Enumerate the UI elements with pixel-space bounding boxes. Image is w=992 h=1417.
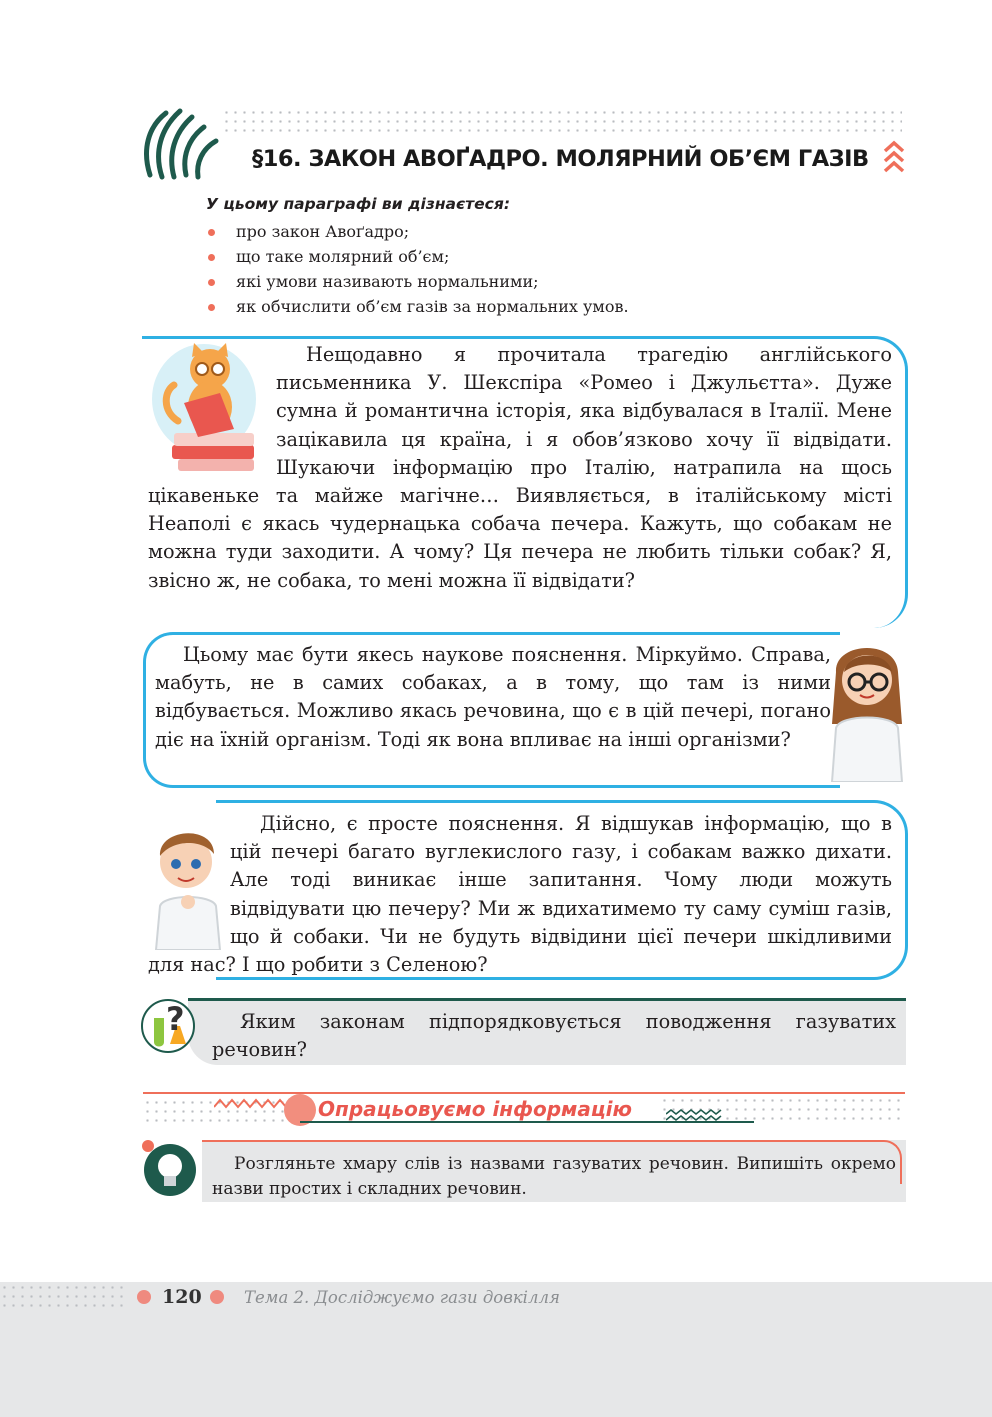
task-text: Розгляньте хмару слів із назвами газуватих речовин. Випишіть окремо назви простих і складних речовин.: [212, 1154, 896, 1199]
section-line: [143, 1092, 905, 1094]
intro-heading: У цьому параграфі ви дізнаєтеся:: [206, 195, 511, 213]
footer-dot-pattern: [0, 1283, 124, 1313]
chevrons-up-icon: [882, 140, 906, 176]
list-item: як обчислити об’єм газів за нормальних умов.: [206, 294, 629, 319]
question-text: Яким законам підпорядковується поводження газуватих речовин?: [212, 1010, 896, 1062]
bubble-cat-text-block: Нещодавно я прочитала трагедію англійського письменника У. Шекспіра «Ромео і Джульєтта». Дуже сумна й романтична історія, яка відбувалася в Італії. Мене зацікавила ця країна, і я обов’язково хочу її відвідати. Шукаючи інформацію про Італію, натрапила на щось цікавеньке та майже магічне… Виявляється, в італійському місті Неаполі є якась чудернацька собача печера. Кажуть, що собакам не можна туди заходити. А чому? Ця печера не любить тільки собак? Я, звісно ж, не собака, то мені можна її відвідати?: [148, 343, 892, 592]
footer-topic: Тема 2. Досліджуємо гази довкілля: [244, 1288, 560, 1307]
svg-text:?: ?: [166, 1000, 185, 1038]
page-number: 120: [162, 1286, 202, 1308]
girl-scientist-icon: [826, 632, 908, 782]
page-title: §16. ЗАКОН АВОҐАДРО. МОЛЯРНИЙ ОБ’ЄМ ГАЗІВ: [252, 146, 869, 172]
bubble-boy-text-block: Дійсно, є просте пояснення. Я відшукав інформацію, що в цій печері багато вуглекислого газу, і собакам важко дихати. Але тоді виникає інше запитання. Чому люди можуть відвідувати цю печеру? Ми ж вдихатимемо ту саму суміш газів, що й собаки. Чи не будуть відвідини цієї печери шкідливими для нас? І що робити з Селеною?: [148, 812, 892, 977]
boy-scientist-icon: [148, 810, 228, 950]
bubble-girl-text-block: Цьому має бути якесь наукове пояснення. Міркуймо. Справа, мабуть, не в самих собаках, а в тому, що там із ними відбувається. Можливо якась речовина, що є в цій печері, погано діє на їхній організм. Тоді як вона впливає на інші організми?: [155, 643, 831, 751]
intro-list: [206, 219, 629, 319]
section-title: Опрацьовуємо інформацію: [318, 1097, 632, 1121]
list-item: що таке молярний об’єм;: [206, 244, 629, 269]
zigzag-left-icon: [214, 1097, 292, 1111]
grass-decoration-icon: [140, 105, 220, 185]
list-item: які умови називають нормальними;: [206, 269, 629, 294]
footer-dot-right-icon: [210, 1290, 224, 1304]
footer-dot-left-icon: [137, 1290, 151, 1304]
header-dot-pattern: [222, 108, 902, 136]
list-item: про закон Авоґадро;: [206, 219, 629, 244]
question-flask-icon: [140, 996, 202, 1054]
zigzag-right-icon: [666, 1108, 722, 1122]
cat-with-book-icon: [148, 341, 274, 477]
lightbulb-icon: [142, 1142, 198, 1198]
